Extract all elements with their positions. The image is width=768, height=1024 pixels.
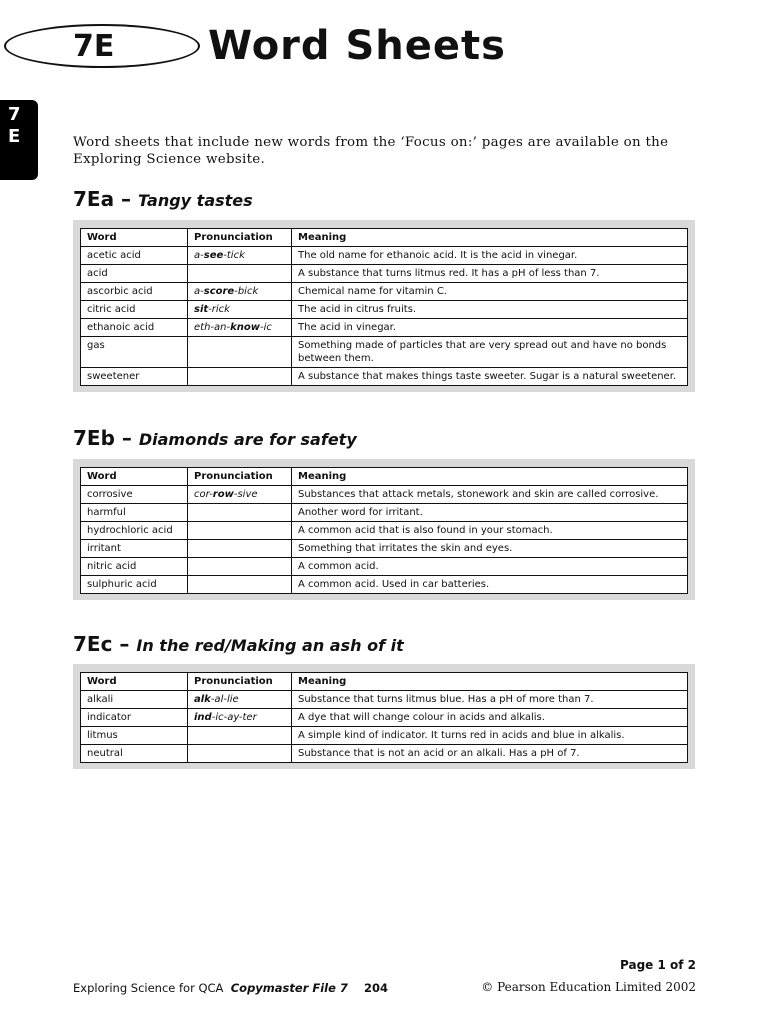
col-header-word: Word (81, 673, 188, 691)
syllable: eth-an- (194, 322, 231, 333)
col-header-pronunciation: Pronunciation (188, 673, 292, 691)
meaning-cell: Substance that is not an acid or an alkali. Has a pH of 7. (292, 745, 688, 763)
stressed-syllable: row (212, 489, 234, 500)
col-header-word: Word (81, 229, 188, 247)
syllable: -bick (234, 286, 259, 297)
word-cell: harmful (81, 504, 188, 522)
meaning-cell: A simple kind of indicator. It turns red in acids and blue in alkalis. (292, 727, 688, 745)
syllable: -sive (233, 489, 258, 500)
col-header-meaning: Meaning (292, 468, 688, 486)
table-row (81, 247, 688, 265)
pronunciation-cell (188, 283, 292, 301)
syllable: -rick (208, 304, 230, 315)
intro-text: Word sheets that include new words from the ‘Focus on:’ pages are available on the Exploring Science website. (73, 135, 669, 167)
word-table (80, 672, 688, 763)
stressed-syllable: sit (194, 304, 209, 315)
stressed-syllable: see (203, 250, 224, 261)
pronunciation-cell (188, 265, 292, 283)
table-row (81, 522, 688, 540)
page-title: Word Sheets (208, 23, 506, 69)
table-row (81, 727, 688, 745)
syllable: cor- (194, 489, 213, 500)
word-table (80, 228, 688, 386)
table-row (81, 368, 688, 386)
pronunciation-cell (188, 368, 292, 386)
meaning-cell: The acid in vinegar. (292, 319, 688, 337)
meaning-cell: Something that irritates the skin and eyes. (292, 540, 688, 558)
syllable: -ic-ay-ter (211, 712, 257, 723)
word-cell: corrosive (81, 486, 188, 504)
pronunciation-cell (188, 691, 292, 709)
side-tab (0, 100, 38, 180)
col-header-pronunciation: Pronunciation (188, 229, 292, 247)
pronunciation-cell (188, 486, 292, 504)
table-row (81, 337, 688, 368)
section-dash: – (114, 426, 139, 450)
table-header-row (81, 468, 688, 486)
section-dash: – (112, 632, 137, 656)
meaning-cell: A dye that will change colour in acids and alkalis. (292, 709, 688, 727)
section-title: Tangy tastes (138, 191, 253, 210)
meaning-cell: A common acid. Used in car batteries. (292, 576, 688, 594)
word-cell: alkali (81, 691, 188, 709)
col-header-word: Word (81, 468, 188, 486)
word-cell: irritant (81, 540, 188, 558)
section-title: Diamonds are for safety (138, 430, 357, 449)
copyright: © Pearson Education Limited 2002 (481, 980, 696, 994)
pronunciation-cell (188, 727, 292, 745)
section-code: 7Ec (73, 632, 113, 656)
table-row (81, 558, 688, 576)
meaning-cell: Something made of particles that are very spread out and have no bonds between them. (292, 337, 688, 368)
meaning-cell: A substance that makes things taste sweeter. Sugar is a natural sweetener. (292, 368, 688, 386)
table-row (81, 301, 688, 319)
meaning-cell: A substance that turns litmus red. It has a pH of less than 7. (292, 265, 688, 283)
word-table-7eb (73, 459, 695, 600)
side-tab-line2: E (8, 126, 21, 147)
table-row (81, 319, 688, 337)
syllable: -al-lie (210, 694, 239, 705)
section-heading-7eb (73, 425, 357, 451)
table-row (81, 745, 688, 763)
col-header-meaning: Meaning (292, 229, 688, 247)
pronunciation-cell (188, 576, 292, 594)
meaning-cell: The acid in citrus fruits. (292, 301, 688, 319)
pronunciation-cell (188, 709, 292, 727)
footer-publication (73, 981, 348, 995)
publication-name: Exploring Science for QCA (73, 981, 224, 995)
syllable: a- (194, 286, 204, 297)
pronunciation-cell (188, 319, 292, 337)
meaning-cell: A common acid that is also found in your stomach. (292, 522, 688, 540)
stressed-syllable: alk (194, 694, 211, 705)
meaning-cell: Another word for irritant. (292, 504, 688, 522)
syllable: -ic (259, 322, 272, 333)
pronunciation-cell (188, 301, 292, 319)
word-cell: ascorbic acid (81, 283, 188, 301)
meaning-cell: A common acid. (292, 558, 688, 576)
table-row (81, 486, 688, 504)
col-header-pronunciation: Pronunciation (188, 468, 292, 486)
table-row (81, 576, 688, 594)
word-cell: ethanoic acid (81, 319, 188, 337)
stressed-syllable: know (230, 322, 260, 333)
pronunciation-cell (188, 558, 292, 576)
stressed-syllable: ind (194, 712, 212, 723)
word-cell: neutral (81, 745, 188, 763)
meaning-cell: Chemical name for vitamin C. (292, 283, 688, 301)
table-row (81, 265, 688, 283)
meaning-cell: Substances that attack metals, stonework and skin are called corrosive. (292, 486, 688, 504)
meaning-cell: The old name for ethanoic acid. It is the acid in vinegar. (292, 247, 688, 265)
table-header-row (81, 229, 688, 247)
section-code: 7Eb (73, 426, 115, 450)
table-header-row (81, 673, 688, 691)
word-cell: litmus (81, 727, 188, 745)
pronunciation-cell (188, 337, 292, 368)
table-row (81, 540, 688, 558)
table-row (81, 709, 688, 727)
word-cell: sweetener (81, 368, 188, 386)
word-table-7ec (73, 664, 695, 769)
page-indicator: Page 1 of 2 (620, 958, 696, 972)
word-cell: sulphuric acid (81, 576, 188, 594)
meaning-cell: Substance that turns litmus blue. Has a pH of more than 7. (292, 691, 688, 709)
col-header-meaning: Meaning (292, 673, 688, 691)
word-cell: acetic acid (81, 247, 188, 265)
table-row (81, 283, 688, 301)
table-row (81, 504, 688, 522)
word-table (80, 467, 688, 594)
section-dash: – (114, 187, 139, 211)
pronunciation-cell (188, 540, 292, 558)
word-cell: gas (81, 337, 188, 368)
syllable: -tick (223, 250, 245, 261)
pronunciation-cell (188, 247, 292, 265)
stressed-syllable: score (203, 286, 235, 297)
word-table-7ea (73, 220, 695, 392)
page-number: 204 (364, 981, 389, 995)
section-title: In the red/Making an ash of it (136, 636, 404, 655)
pronunciation-cell (188, 745, 292, 763)
side-tab-line1: 7 (8, 104, 21, 125)
pronunciation-cell (188, 522, 292, 540)
table-row (81, 691, 688, 709)
word-cell: indicator (81, 709, 188, 727)
word-cell: hydrochloric acid (81, 522, 188, 540)
copymaster-name: Copymaster File 7 (230, 981, 348, 995)
syllable: a- (194, 250, 204, 261)
word-cell: acid (81, 265, 188, 283)
word-cell: nitric acid (81, 558, 188, 576)
pronunciation-cell (188, 504, 292, 522)
word-cell: citric acid (81, 301, 188, 319)
section-heading-7ea (73, 186, 253, 212)
unit-code: 7E (73, 29, 115, 64)
section-heading-7ec (73, 631, 404, 657)
section-code: 7Ea (73, 187, 115, 211)
